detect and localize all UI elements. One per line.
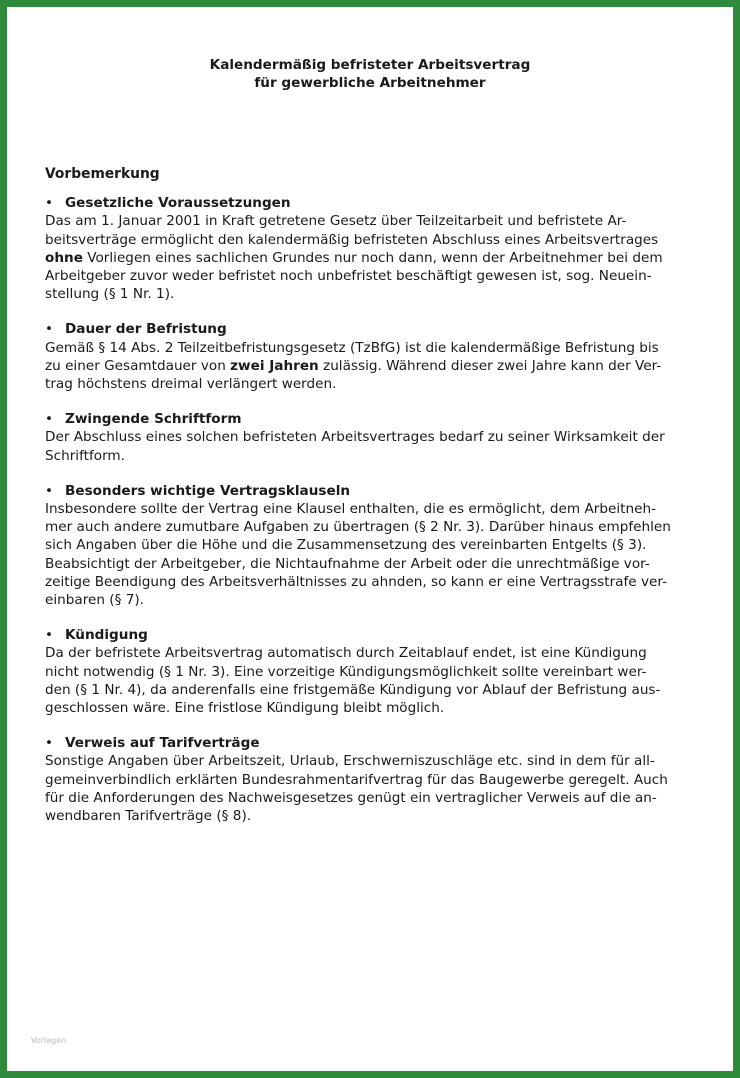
body-line: Schriftform. (45, 447, 125, 464)
body-line: Gemäß § 14 Abs. 2 Teilzeitbefristungsgesetz (TzBfG) ist die kalendermäßige Befristung bis (45, 339, 659, 356)
body-line: Der Abschluss eines solchen befristeten Arbeitsvertrages bedarf zu seiner Wirksamkeit der (45, 429, 665, 446)
bullet-icon: • (45, 735, 54, 752)
body-line: zu einer Gesamtdauer von zwei Jahren zulässig. Während dieser zwei Jahre kann der Ver- (45, 357, 662, 374)
body-line: Insbesondere sollte der Vertrag eine Klausel enthalten, die es ermöglicht, dem Arbeitneh- (45, 501, 656, 518)
item-heading-verweis-auf-tarifvertraege: • Verweis auf Tarifverträge (45, 735, 260, 752)
body-line: Da der befristete Arbeitsvertrag automatisch durch Zeitablauf endet, ist eine Kündigung (45, 645, 647, 662)
body-line: wendbaren Tarifverträge (§ 8). (45, 808, 252, 825)
bullet-icon: • (45, 482, 54, 499)
body-line: mer auch andere zumutbare Aufgaben zu übertragen (§ 2 Nr. 3). Darüber hinaus empfehlen (45, 519, 671, 536)
item-body-kuendigung (45, 644, 695, 717)
body-line: gemeinverbindlich erklärten Bundesrahmentarifvertrag für das Baugewerbe geregelt. Auch (45, 771, 668, 788)
body-line: den (§ 1 Nr. 4), da anderenfalls eine fristgemäße Kündigung vor Ablauf der Befristung aus- (45, 681, 661, 698)
item-heading-dauer-der-befristung: • Dauer der Befristung (45, 321, 227, 338)
body-line: Arbeitgeber zuvor weder befristet noch unbefristet beschäftigt gewesen ist, sog. Neuein- (45, 268, 652, 285)
item-body-gesetzliche-voraussetzungen (45, 212, 695, 303)
bullet-icon: • (45, 321, 54, 338)
body-line: beitsverträge ermöglicht den kalendermäßig befristeten Abschluss eines Arbeitsvertrages (45, 231, 659, 248)
item-heading-zwingende-schriftform: • Zwingende Schriftform (45, 411, 242, 428)
item-heading-besonders-wichtige-vertragsklauseln: • Besonders wichtige Vertragsklauseln (45, 482, 351, 499)
bullet-icon: • (45, 411, 54, 428)
body-line: geschlossen wäre. Eine fristlose Kündigung bleibt möglich. (45, 700, 445, 717)
body-line: Sonstige Angaben über Arbeitszeit, Urlaub, Erschwerniszuschläge etc. sind in dem für all- (45, 753, 655, 770)
body-line: trag höchstens dreimal verlängert werden. (45, 376, 337, 393)
document-title-line1: Kalendermäßig befristeter Arbeitsvertrag (209, 57, 531, 73)
item-body-besonders-wichtige-vertragsklauseln (45, 500, 695, 609)
bullet-icon: • (45, 627, 54, 644)
bullet-icon: • (45, 195, 54, 212)
body-line: ohne Vorliegen eines sachlichen Grundes nur noch dann, wenn der Arbeitnehmer bei dem (45, 249, 663, 266)
document-page (45, 56, 695, 825)
document-title-line2: für gewerbliche Arbeitnehmer (254, 75, 486, 91)
body-line: stellung (§ 1 Nr. 1). (45, 286, 175, 303)
body-line: nicht notwendig (§ 1 Nr. 3). Eine vorzeitige Kündigungsmöglichkeit sollte vereinbart wer- (45, 663, 647, 680)
item-body-zwingende-schriftform (45, 428, 695, 464)
section-heading: Vorbemerkung (45, 166, 160, 182)
body-line: sich Angaben über die Höhe und die Zusammensetzung des vereinbarten Entgelts (§ 3). (45, 537, 647, 554)
body-line: für die Anforderungen des Nachweisgesetzes genügt ein vertraglicher Verweis auf die an- (45, 789, 657, 806)
item-heading-kuendigung: • Kündigung (45, 627, 148, 644)
watermark-text: Vorlagen (31, 1036, 67, 1045)
body-line: einbaren (§ 7). (45, 592, 144, 609)
item-heading-gesetzliche-voraussetzungen: • Gesetzliche Voraussetzungen (45, 195, 291, 212)
item-body-verweis-auf-tarifvertraege (45, 752, 695, 825)
item-body-dauer-der-befristung (45, 339, 695, 394)
body-line: Beabsichtigt der Arbeitgeber, die Nichtaufnahme der Arbeit oder die unrechtmäßige vor- (45, 555, 650, 572)
body-line: zeitige Beendigung des Arbeitsverhältnisses zu ahnden, so kann er eine Vertragsstrafe ver- (45, 573, 667, 590)
body-line: Das am 1. Januar 2001 in Kraft getretene Gesetz über Teilzeitarbeit und befristete Ar- (45, 213, 627, 230)
